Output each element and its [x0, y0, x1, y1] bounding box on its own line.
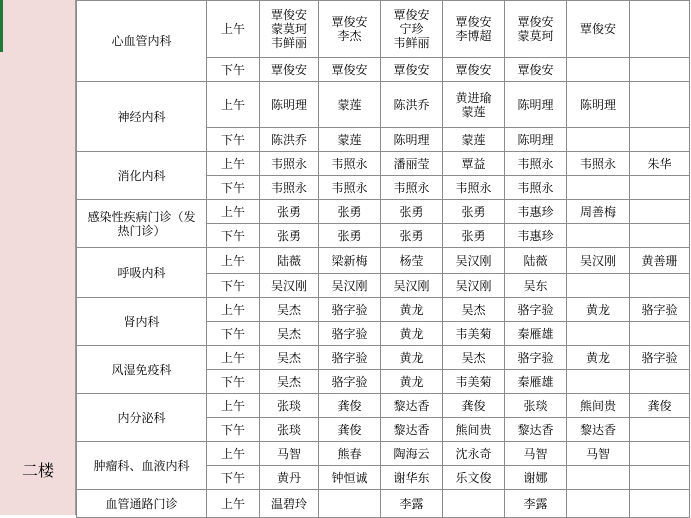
doctor-cell[interactable]: 陈洪乔 [381, 82, 443, 128]
doctor-cell[interactable]: 陈明理 [505, 82, 567, 128]
doctor-cell[interactable] [567, 274, 630, 298]
doctor-cell[interactable]: 龚俊 [443, 394, 505, 418]
doctor-cell[interactable]: 龚俊 [319, 418, 381, 442]
doctor-cell[interactable]: 韦照永 [567, 152, 630, 176]
doctor-cell[interactable]: 黎达香 [567, 418, 630, 442]
doctor-cell[interactable]: 吴汉刚 [260, 274, 319, 298]
doctor-cell[interactable]: 陈明理 [381, 128, 443, 152]
doctor-cell[interactable]: 张勇 [319, 224, 381, 248]
period-cell[interactable]: 上午 [207, 248, 260, 274]
department-cell[interactable]: 心血管内科 [77, 1, 207, 82]
doctor-cell[interactable]: 朱华 [630, 152, 690, 176]
doctor-cell[interactable]: 黄龙 [381, 370, 443, 394]
doctor-cell[interactable] [630, 370, 690, 394]
doctor-cell[interactable]: 张琰 [505, 394, 567, 418]
doctor-cell[interactable]: 黄丹 [260, 466, 319, 490]
department-cell[interactable]: 感染性疾病门诊（发 热门诊） [77, 200, 207, 248]
doctor-cell[interactable]: 吴杰 [443, 346, 505, 370]
doctor-cell[interactable]: 吴汉刚 [567, 248, 630, 274]
period-cell[interactable]: 上午 [207, 1, 260, 58]
period-cell[interactable]: 下午 [207, 370, 260, 394]
doctor-cell[interactable]: 蒙莲 [319, 82, 381, 128]
doctor-cell[interactable] [630, 176, 690, 200]
doctor-cell[interactable]: 吴东 [505, 274, 567, 298]
doctor-cell[interactable]: 骆字验 [319, 370, 381, 394]
doctor-cell[interactable]: 韦照永 [381, 176, 443, 200]
period-cell[interactable]: 下午 [207, 322, 260, 346]
doctor-cell[interactable]: 陶海云 [381, 442, 443, 466]
table-row [77, 394, 690, 418]
doctor-cell[interactable] [443, 490, 505, 518]
doctor-cell[interactable]: 韦美菊 [443, 322, 505, 346]
doctor-cell[interactable]: 骆字验 [505, 346, 567, 370]
doctor-cell[interactable]: 覃俊安 [443, 58, 505, 82]
doctor-cell[interactable]: 吴杰 [260, 346, 319, 370]
doctor-cell[interactable]: 韦照永 [443, 176, 505, 200]
doctor-cell[interactable]: 陈明理 [505, 128, 567, 152]
doctor-cell[interactable]: 陆薇 [260, 248, 319, 274]
table-row [77, 442, 690, 466]
doctor-cell[interactable] [319, 490, 381, 518]
doctor-cell[interactable]: 秦雁雄 [505, 322, 567, 346]
doctor-cell[interactable]: 韦照永 [319, 152, 381, 176]
doctor-cell[interactable] [630, 322, 690, 346]
doctor-cell[interactable]: 黄龙 [381, 346, 443, 370]
table-row [77, 490, 690, 518]
doctor-cell[interactable]: 覃俊安 蒙莫珂 [505, 1, 567, 58]
period-cell[interactable]: 上午 [207, 442, 260, 466]
doctor-cell[interactable] [567, 58, 630, 82]
doctor-cell[interactable]: 韦照永 [260, 176, 319, 200]
doctor-cell[interactable] [630, 224, 690, 248]
doctor-cell[interactable]: 吴杰 [443, 298, 505, 322]
floor-column [0, 0, 76, 515]
doctor-cell[interactable]: 吴汉刚 [443, 274, 505, 298]
doctor-cell[interactable]: 骆字验 [630, 298, 690, 322]
doctor-cell[interactable]: 谢华东 [381, 466, 443, 490]
doctor-cell[interactable]: 黄龙 [381, 298, 443, 322]
doctor-cell[interactable]: 覃俊安 [260, 58, 319, 82]
period-cell[interactable]: 下午 [207, 466, 260, 490]
doctor-cell[interactable]: 韦惠珍 [505, 200, 567, 224]
doctor-cell[interactable]: 蒙莲 [319, 128, 381, 152]
doctor-cell[interactable]: 覃俊安 李杰 [319, 1, 381, 58]
doctor-cell[interactable]: 熊春 [319, 442, 381, 466]
period-cell[interactable]: 下午 [207, 274, 260, 298]
doctor-cell[interactable]: 陈洪乔 [260, 128, 319, 152]
period-cell[interactable]: 上午 [207, 346, 260, 370]
doctor-cell[interactable]: 覃俊安 蒙莫珂 韦鲜丽 [260, 1, 319, 58]
doctor-cell[interactable] [630, 1, 690, 58]
doctor-cell[interactable]: 韦照永 [505, 176, 567, 200]
doctor-cell[interactable]: 骆字验 [319, 346, 381, 370]
doctor-cell[interactable]: 吴杰 [260, 370, 319, 394]
doctor-cell[interactable]: 李露 [381, 490, 443, 518]
doctor-cell[interactable]: 吴汉刚 [381, 274, 443, 298]
table-row [77, 82, 690, 128]
doctor-cell[interactable]: 黎达香 [505, 418, 567, 442]
doctor-cell[interactable]: 陈明理 [567, 82, 630, 128]
schedule-table [76, 0, 690, 518]
doctor-cell[interactable]: 张勇 [381, 224, 443, 248]
doctor-cell[interactable] [567, 466, 630, 490]
doctor-cell[interactable]: 骆字验 [505, 298, 567, 322]
department-cell[interactable]: 神经内科 [77, 82, 207, 152]
doctor-cell[interactable]: 韦美菊 [443, 370, 505, 394]
department-cell[interactable]: 风湿免疫科 [77, 346, 207, 394]
doctor-cell[interactable] [567, 490, 630, 518]
department-cell[interactable]: 呼吸内科 [77, 248, 207, 298]
doctor-cell[interactable]: 蒙莲 [443, 128, 505, 152]
doctor-cell[interactable] [630, 200, 690, 224]
department-cell[interactable]: 肿瘤科、血液内科 [77, 442, 207, 490]
doctor-cell[interactable]: 龚俊 [630, 394, 690, 418]
department-cell[interactable]: 肾内科 [77, 298, 207, 346]
doctor-cell[interactable] [630, 128, 690, 152]
period-cell[interactable]: 下午 [207, 418, 260, 442]
doctor-cell[interactable]: 秦雁雄 [505, 370, 567, 394]
doctor-cell[interactable]: 张勇 [260, 224, 319, 248]
table-row [77, 152, 690, 176]
doctor-cell[interactable] [630, 466, 690, 490]
doctor-cell[interactable]: 黄龙 [381, 322, 443, 346]
doctor-cell[interactable] [630, 418, 690, 442]
table-row [77, 1, 690, 58]
doctor-cell[interactable]: 温碧玲 [260, 490, 319, 518]
department-cell[interactable]: 血管通路门诊 [77, 490, 207, 518]
doctor-cell[interactable]: 张琰 [260, 418, 319, 442]
doctor-cell[interactable]: 黄进瑜 蒙莲 [443, 82, 505, 128]
doctor-cell[interactable]: 黄善珊 [630, 248, 690, 274]
doctor-cell[interactable]: 韦照永 [319, 176, 381, 200]
doctor-cell[interactable]: 骆字验 [319, 322, 381, 346]
doctor-cell[interactable]: 覃益 [443, 152, 505, 176]
doctor-cell[interactable]: 马智 [260, 442, 319, 466]
doctor-cell[interactable]: 张琰 [260, 394, 319, 418]
doctor-cell[interactable] [630, 490, 690, 518]
period-cell[interactable]: 下午 [207, 176, 260, 200]
doctor-cell[interactable]: 熊间贵 [443, 418, 505, 442]
period-cell[interactable]: 上午 [207, 394, 260, 418]
doctor-cell[interactable]: 马智 [567, 442, 630, 466]
doctor-cell[interactable]: 吴杰 [260, 298, 319, 322]
doctor-cell[interactable]: 张勇 [381, 200, 443, 224]
doctor-cell[interactable] [630, 58, 690, 82]
doctor-cell[interactable]: 韦照永 [505, 152, 567, 176]
doctor-cell[interactable] [630, 442, 690, 466]
doctor-cell[interactable] [567, 370, 630, 394]
doctor-cell[interactable] [567, 176, 630, 200]
doctor-cell[interactable]: 韦惠珍 [505, 224, 567, 248]
doctor-cell[interactable] [567, 128, 630, 152]
period-cell[interactable]: 上午 [207, 82, 260, 128]
doctor-cell[interactable]: 周善梅 [567, 200, 630, 224]
doctor-cell[interactable]: 杨莹 [381, 248, 443, 274]
doctor-cell[interactable] [567, 322, 630, 346]
table-row [77, 346, 690, 370]
doctor-cell[interactable]: 韦照永 [260, 152, 319, 176]
doctor-cell[interactable]: 陆薇 [505, 248, 567, 274]
doctor-cell[interactable]: 梁新梅 [319, 248, 381, 274]
doctor-cell[interactable]: 黄龙 [567, 298, 630, 322]
period-cell[interactable]: 下午 [207, 128, 260, 152]
floor-label: 二楼 [21, 461, 54, 480]
department-cell[interactable]: 内分泌科 [77, 394, 207, 442]
doctor-cell[interactable]: 覃俊安 李博超 [443, 1, 505, 58]
doctor-cell[interactable]: 乐文俊 [443, 466, 505, 490]
doctor-cell[interactable]: 沈永奇 [443, 442, 505, 466]
doctor-cell[interactable]: 骆字验 [319, 298, 381, 322]
doctor-cell[interactable]: 张勇 [260, 200, 319, 224]
doctor-cell[interactable]: 黎达香 [381, 394, 443, 418]
doctor-cell[interactable]: 李露 [505, 490, 567, 518]
doctor-cell[interactable]: 谢娜 [505, 466, 567, 490]
doctor-cell[interactable]: 吴杰 [260, 322, 319, 346]
doctor-cell[interactable]: 马智 [505, 442, 567, 466]
period-cell[interactable]: 上午 [207, 490, 260, 518]
table-row [77, 248, 690, 274]
doctor-cell[interactable]: 覃俊安 [319, 58, 381, 82]
doctor-cell[interactable]: 张勇 [443, 224, 505, 248]
doctor-cell[interactable] [567, 224, 630, 248]
selection-accent-bar [0, 0, 3, 52]
period-cell[interactable]: 下午 [207, 58, 260, 82]
table-row [77, 298, 690, 322]
doctor-cell[interactable]: 覃俊安 宁珍 韦鲜丽 [381, 1, 443, 58]
period-cell[interactable]: 上午 [207, 298, 260, 322]
doctor-cell[interactable]: 覃俊安 [381, 58, 443, 82]
doctor-cell[interactable]: 骆字验 [630, 346, 690, 370]
period-cell[interactable]: 上午 [207, 152, 260, 176]
doctor-cell[interactable] [630, 274, 690, 298]
period-cell[interactable]: 下午 [207, 224, 260, 248]
doctor-cell[interactable]: 陈明理 [260, 82, 319, 128]
doctor-cell[interactable]: 张勇 [319, 200, 381, 224]
department-cell[interactable]: 消化内科 [77, 152, 207, 200]
doctor-cell[interactable]: 吴汉刚 [443, 248, 505, 274]
doctor-cell[interactable]: 潘丽莹 [381, 152, 443, 176]
table-row [77, 200, 690, 224]
doctor-cell[interactable]: 龚俊 [319, 394, 381, 418]
doctor-cell[interactable] [630, 82, 690, 128]
doctor-cell[interactable]: 黎达香 [381, 418, 443, 442]
doctor-cell[interactable]: 钟恒诚 [319, 466, 381, 490]
doctor-cell[interactable]: 黄龙 [567, 346, 630, 370]
doctor-cell[interactable]: 张勇 [443, 200, 505, 224]
doctor-cell[interactable]: 覃俊安 [567, 1, 630, 58]
doctor-cell[interactable]: 覃俊安 [505, 58, 567, 82]
doctor-cell[interactable]: 熊间贵 [567, 394, 630, 418]
doctor-cell[interactable]: 吴汉刚 [319, 274, 381, 298]
period-cell[interactable]: 上午 [207, 200, 260, 224]
